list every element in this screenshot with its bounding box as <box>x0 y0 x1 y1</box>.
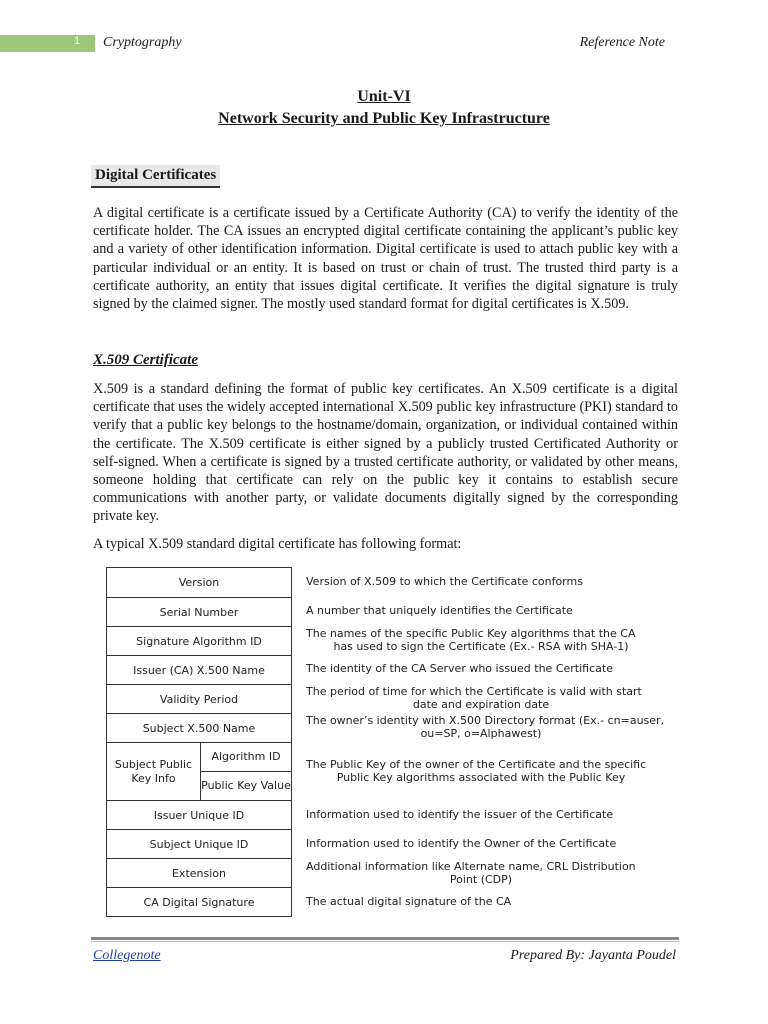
desc-text: The identity of the CA Server who issued the Certificate <box>306 662 613 676</box>
desc-text: A number that uniquely identifies the Certificate <box>306 604 573 618</box>
subject-public-key-subfields <box>201 743 291 800</box>
desc-version <box>306 567 686 596</box>
desc-text: The period of time for which the Certificate is valid with start <box>306 685 642 699</box>
desc-text: Version of X.509 to which the Certificate conforms <box>306 575 583 589</box>
desc-text: Information used to identify the issuer of the Certificate <box>306 807 614 821</box>
desc-text-cont: has used to sign the Certificate (Ex.- RSA with SHA-1) <box>333 639 629 653</box>
unit-subtitle: Network Security and Public Key Infrastructure <box>218 110 550 127</box>
desc-text: The owner’s identity with X.500 Directory format (Ex.- cn=auser, <box>306 714 665 728</box>
desc-text: Information used to identify the Owner of the Certificate <box>306 837 617 851</box>
desc-signature-algorithm <box>306 625 686 654</box>
footer-rule-thin <box>91 941 679 942</box>
desc-serial <box>306 596 686 625</box>
paragraph-digital-certificates: A digital certificate is a certificate issued by a Certificate Authority (CA) to verify the identity of the certificate holder. The CA issues an encrypted digital certificate containing the applicant’s public key and a variety of other identification information. Digital certificate is used to attach public key with a particular individual or an entity. It is based on trust or chain of trust. The trusted third party is a certificate authority, an entity that issues digital certificate. It verifies the digital signature is truly signed by the claimed signer. The mostly used standard format for digital certificates is X.509. <box>93 205 678 313</box>
paragraph-x509: X.509 is a standard defining the format of public key certificates. An X.509 certificate is a digital certificate that uses the widely accepted international X.509 public key infrastructure (PKI) standard to verify that a public key belongs to the hostname/domain, organization, or individual contained within the certificate. The X.509 certificate is either signed by a publicly trusted Certificated Authority or self-signed. When a certificate is signed by a trusted certificate authority, or validated by other means, someone holding that certificate can rely on the public key it contains to establish secure communications with another party, or validate documents digitally signed by the corresponding private key. <box>93 381 678 525</box>
desc-subject-unique-id <box>306 829 686 858</box>
footer-collegenote-link[interactable]: Collegenote <box>93 948 161 963</box>
field-extension: Extension <box>107 858 291 887</box>
desc-subject-public-key <box>306 742 686 800</box>
desc-ca-signature <box>306 887 686 916</box>
field-algorithm-id: Algorithm ID <box>211 750 281 763</box>
desc-text-cont: date and expiration date <box>412 698 550 712</box>
field-public-key-value: Public Key Value <box>201 771 291 800</box>
footer-author: Prepared By: Jayanta Poudel <box>510 948 676 963</box>
subsection-heading: X.509 Certificate <box>93 352 198 368</box>
field-subject-unique-id: Subject Unique ID <box>107 829 291 858</box>
desc-issuer <box>306 654 686 683</box>
header-note: Reference Note <box>579 35 665 50</box>
page-number-tab <box>0 35 95 52</box>
field-ca-signature: CA Digital Signature <box>107 887 291 916</box>
field-version: Version <box>178 576 220 589</box>
desc-text-cont: Point (CDP) <box>449 872 513 886</box>
field-signature-algorithm: Signature Algorithm ID <box>107 626 291 655</box>
unit-title: Unit-VI <box>357 88 411 105</box>
paragraph-format-intro: A typical X.509 standard digital certificate has following format: <box>93 536 462 552</box>
subject-public-key-info-label: Subject Public Key Info <box>107 743 201 800</box>
field-issuer-unique-id: Issuer Unique ID <box>107 800 291 829</box>
desc-text-cont: Public Key algorithms associated with the Public Key <box>336 770 626 784</box>
desc-issuer-unique-id <box>306 800 686 829</box>
field-issuer-name: Issuer (CA) X.500 Name <box>107 655 291 684</box>
field-validity-period: Validity Period <box>107 684 291 713</box>
page-number: 1 <box>74 35 81 47</box>
certificate-structure-table <box>106 567 292 917</box>
field-subject-name: Subject X.500 Name <box>107 713 291 742</box>
desc-text: The Public Key of the owner of the Certificate and the specific <box>306 757 647 771</box>
desc-validity <box>306 684 686 713</box>
field-serial-number: Serial Number <box>107 597 291 626</box>
certificate-field-descriptions <box>306 567 686 916</box>
desc-text: Additional information like Alternate name, CRL Distribution <box>306 859 636 873</box>
header-subject: Cryptography <box>103 35 182 50</box>
desc-extension <box>306 858 686 887</box>
desc-subject <box>306 713 686 742</box>
field-subject-public-key-info <box>107 742 291 800</box>
desc-text: The names of the specific Public Key algorithms that the CA <box>306 626 636 640</box>
section-heading: Digital Certificates <box>91 165 220 188</box>
desc-text: The actual digital signature of the CA <box>306 895 512 909</box>
page-header <box>0 33 768 53</box>
desc-text-cont: ou=SP, o=Alphawest) <box>420 727 542 741</box>
footer-rule <box>91 937 679 940</box>
